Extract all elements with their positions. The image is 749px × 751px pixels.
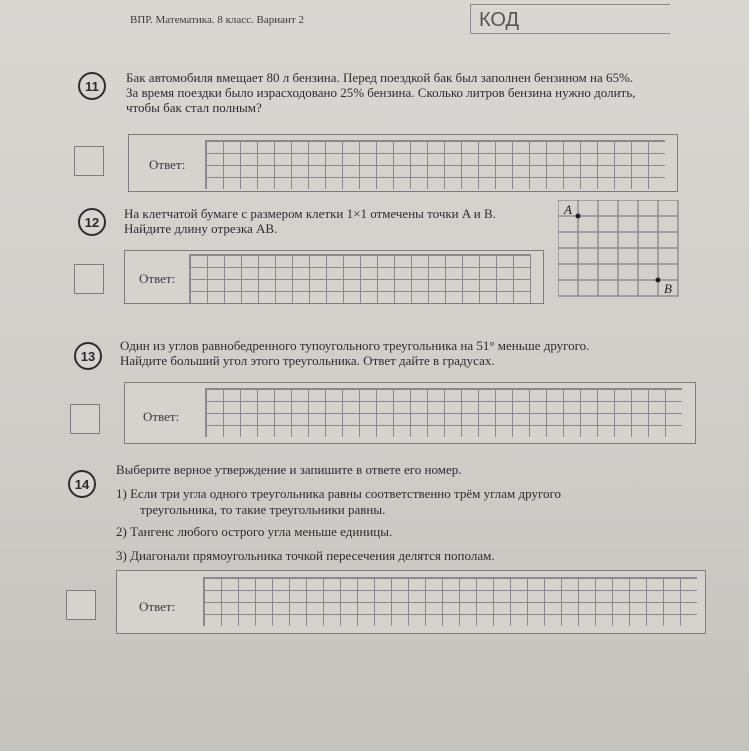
answer-box-11 [128, 134, 678, 192]
question-number-14: 14 [68, 470, 96, 498]
question-13-line-1: Один из углов равнобедренного тупоугольного треугольника на 51° меньше другого. [120, 338, 590, 353]
question-number-11: 11 [78, 72, 106, 100]
score-box-11 [74, 146, 104, 176]
answer-label-13: Ответ: [143, 409, 180, 424]
code-box: КОД [470, 4, 670, 34]
answer-label-11: Ответ: [149, 157, 186, 172]
option-3: 3) Диагонали прямоугольника точкой пересечения делятся пополам. [116, 548, 495, 563]
question-11-line-1: Бак автомобиля вмещает 80 л бензина. Перед поездкой бак был заполнен бензином на 65%. [126, 70, 634, 85]
point-b-marker [656, 278, 661, 283]
grid-figure-ab [558, 200, 682, 300]
question-11-text [126, 70, 635, 115]
question-number-12: 12 [78, 208, 106, 236]
score-box-12 [74, 264, 104, 294]
answer-box-13 [124, 382, 696, 444]
option-1-line-2: треугольника, то такие треугольники равны. [140, 502, 386, 517]
answer-grid-12[interactable] [189, 254, 531, 303]
answer-grid-11[interactable] [205, 140, 665, 189]
question-11-line-3: чтобы бак стал полным? [126, 100, 262, 115]
question-12-line-1: На клетчатой бумаге с размером клетки 1×1 отмечены точки A и B. [124, 206, 496, 221]
answer-box-12 [124, 250, 544, 304]
answer-label-12: Ответ: [139, 271, 176, 286]
point-b-label: B [664, 281, 672, 296]
question-12-line-2: Найдите длину отрезка AB. [124, 221, 278, 236]
answer-grid-13[interactable] [205, 388, 682, 437]
point-a-marker [576, 214, 581, 219]
answer-grid-14[interactable] [203, 577, 697, 626]
question-14-text: Выберите верное утверждение и запишите в ответе его номер. [116, 462, 462, 477]
option-1-line-1: 1) Если три угла одного треугольника равны соответственно трём углам другого [116, 486, 561, 501]
point-a-label: A [564, 202, 572, 217]
question-13-line-2: Найдите больший угол этого треугольника. Ответ дайте в градусах. [120, 353, 495, 368]
question-12-text [124, 206, 496, 236]
worksheet-header: ВПР. Математика. 8 класс. Вариант 2 [130, 14, 304, 26]
option-2: 2) Тангенс любого острого угла меньше единицы. [116, 524, 393, 539]
score-box-13 [70, 404, 100, 434]
question-13-text [120, 338, 589, 368]
question-number-13: 13 [74, 342, 102, 370]
question-11-line-2: За время поездки было израсходовано 25% бензина. Сколько литров бензина нужно долить, [126, 85, 636, 100]
answer-box-14 [116, 570, 706, 634]
score-box-14 [66, 590, 96, 620]
answer-label-14: Ответ: [139, 599, 176, 614]
